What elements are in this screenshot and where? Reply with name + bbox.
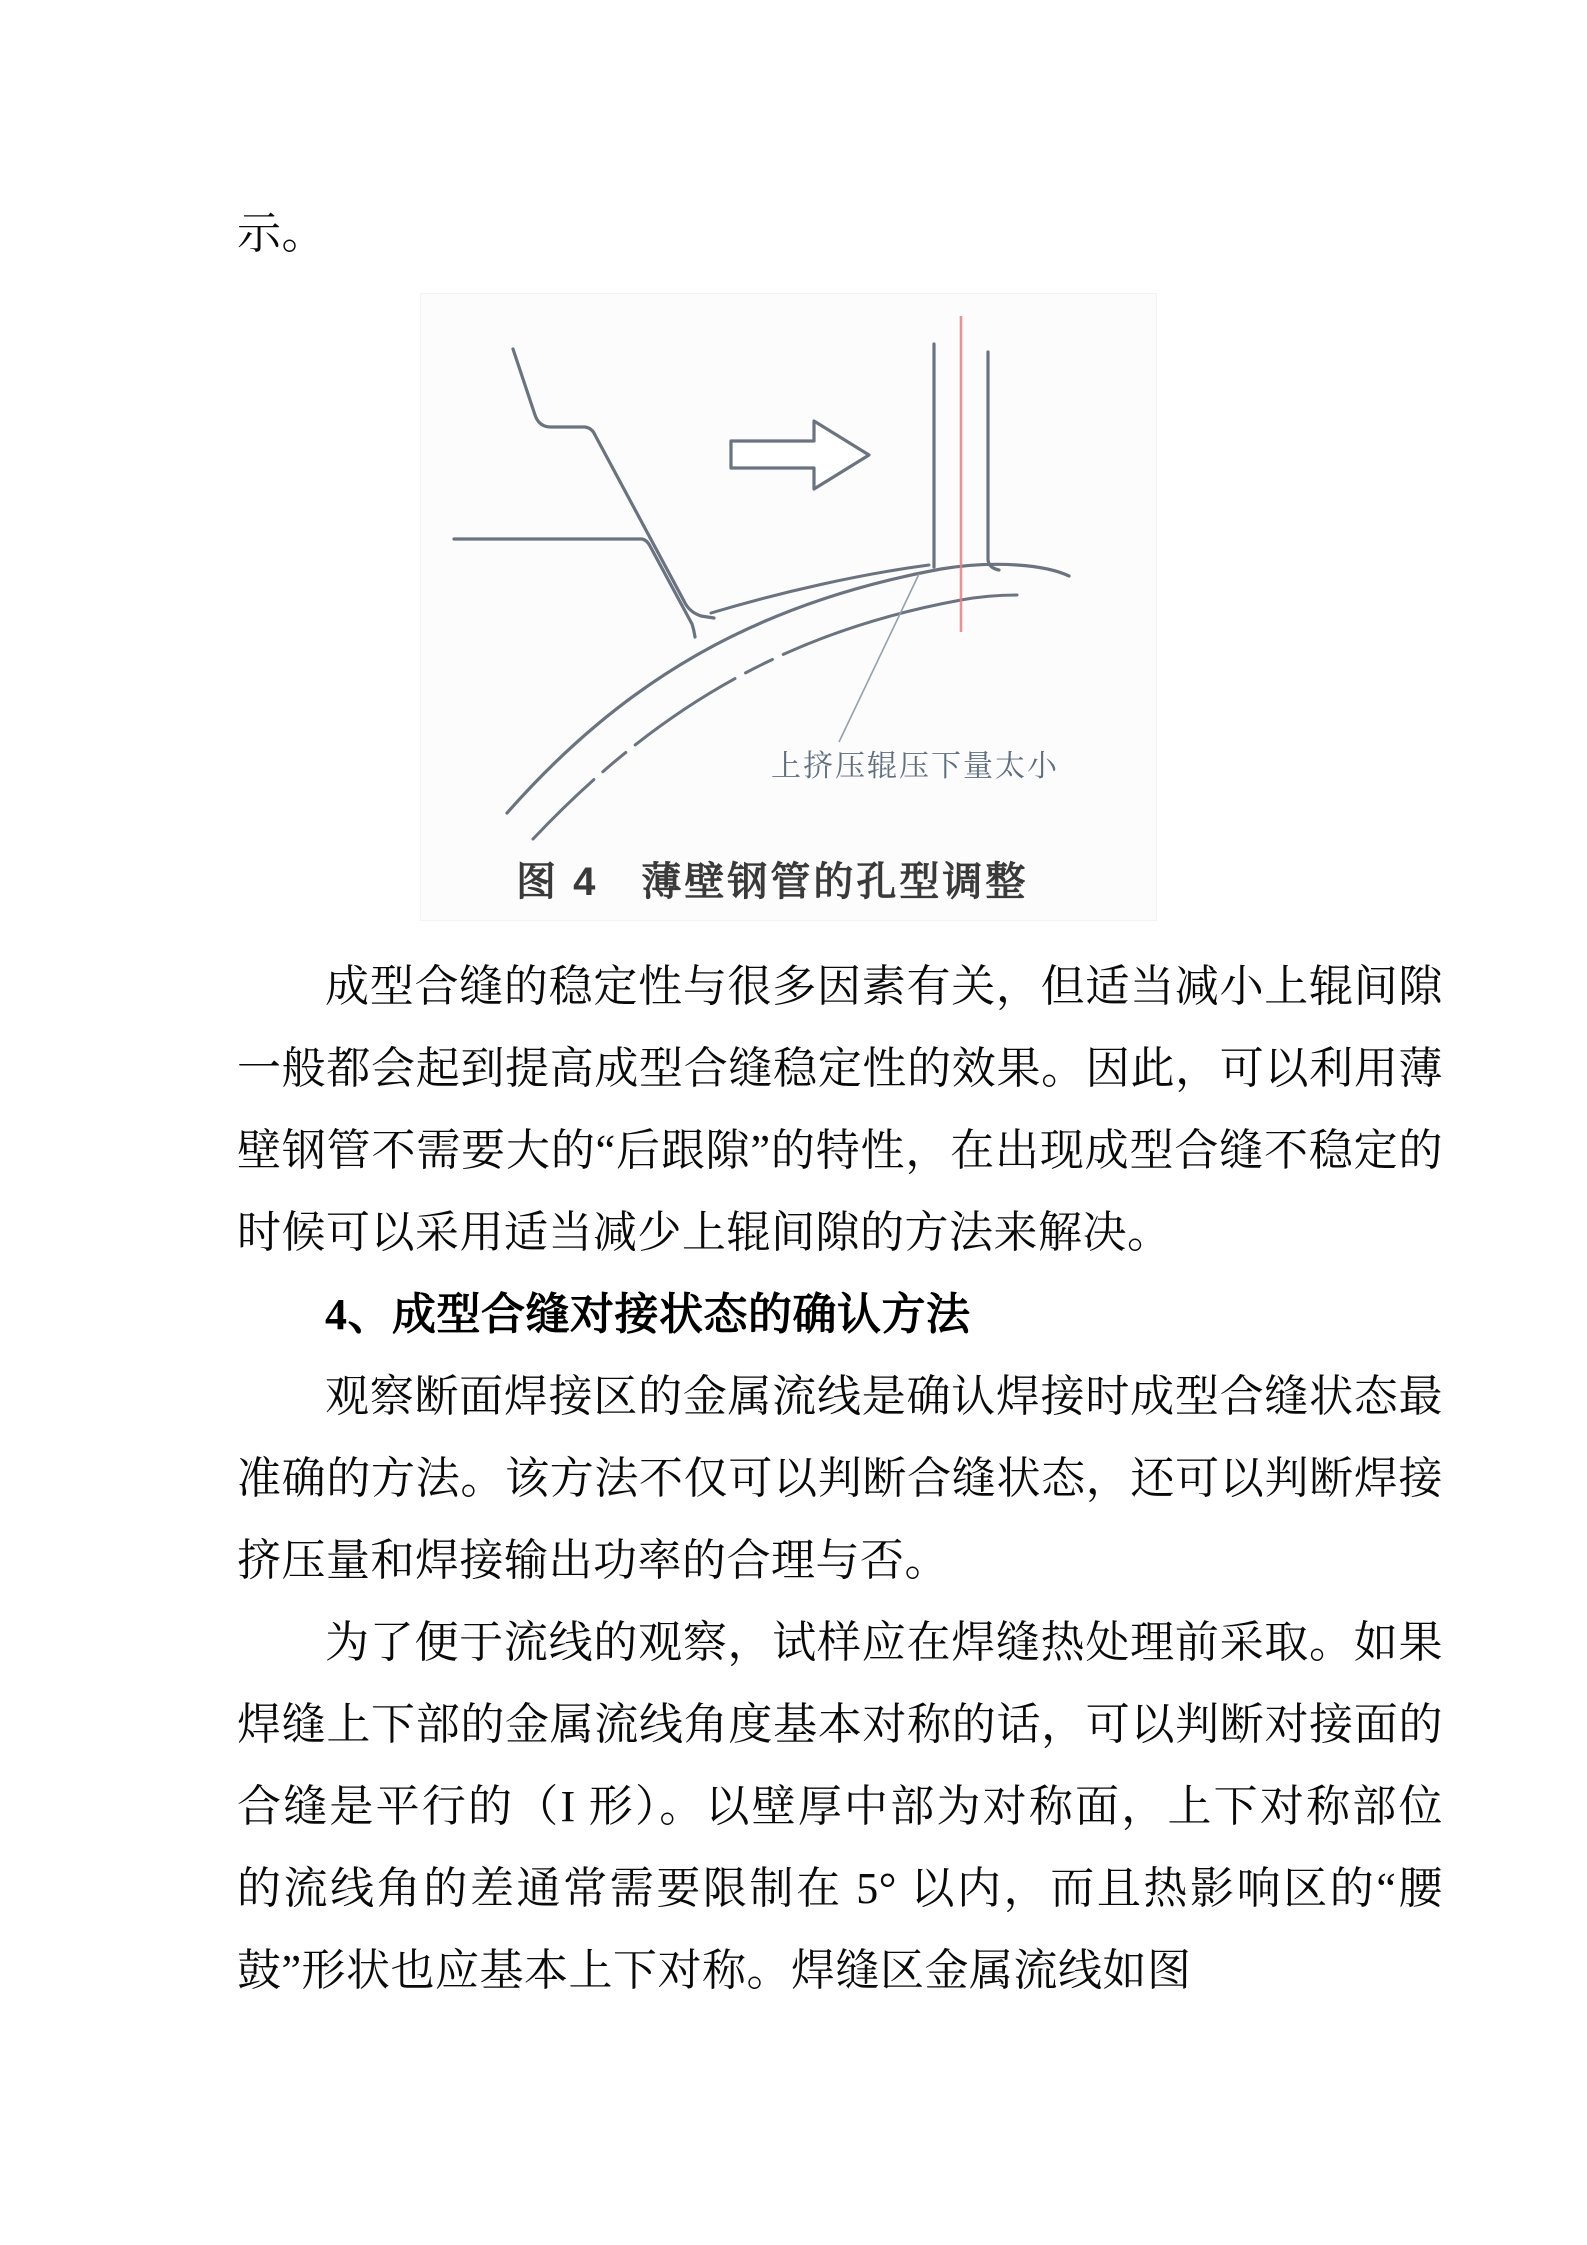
section-heading: 4、成型合缝对接状态的确认方法 — [325, 1290, 971, 1339]
seam-edge-right — [988, 352, 999, 570]
roll-contour-line — [711, 565, 929, 613]
paragraph-2: 观察断面焊接区的金属流线是确认焊接时成型合缝状态最准确的方法。该方法不仅可以判断合缝状态，还可以判断焊接挤压量和焊接输出功率的合理与否。 — [237, 1372, 1443, 1585]
paragraph-tail — [237, 193, 1443, 275]
direction-arrow-icon — [731, 421, 869, 489]
figure-4 — [420, 293, 1157, 921]
figure-caption: 图 4 薄壁钢管的孔型调整 — [516, 860, 1029, 904]
paragraph-3: 为了便于流线的观察，试样应在焊缝热处理前采取。如果焊缝上下部的金属流线角度基本对称的话，可以判断对接面的合缝是平行的（I 形）。以壁厚中部为对称面，上下对称部位的流线角的差通常需要限制在 5° 以内，而且热影响区的“腰鼓”形状也应基本上下对称。焊缝区金属流线如图 — [237, 1618, 1443, 1995]
paragraph-1: 成型合缝的稳定性与很多因素有关，但适当减小上辊间隙一般都会起到提高成型合缝稳定性的效果。因此，可以利用薄壁钢管不需要大的“后跟隙”的特性，在出现成型合缝不稳定的时候可以采用适当减少上辊间隙的方法来解决。 — [237, 962, 1443, 1257]
annotation-leader-line — [839, 574, 919, 742]
annotation-label: 上挤压辊压下量太小 — [771, 750, 1059, 783]
tail-text: 示。 — [237, 209, 326, 258]
roll-profile-upper-edge — [513, 349, 714, 618]
pipe-forming-diagram — [421, 294, 1156, 920]
